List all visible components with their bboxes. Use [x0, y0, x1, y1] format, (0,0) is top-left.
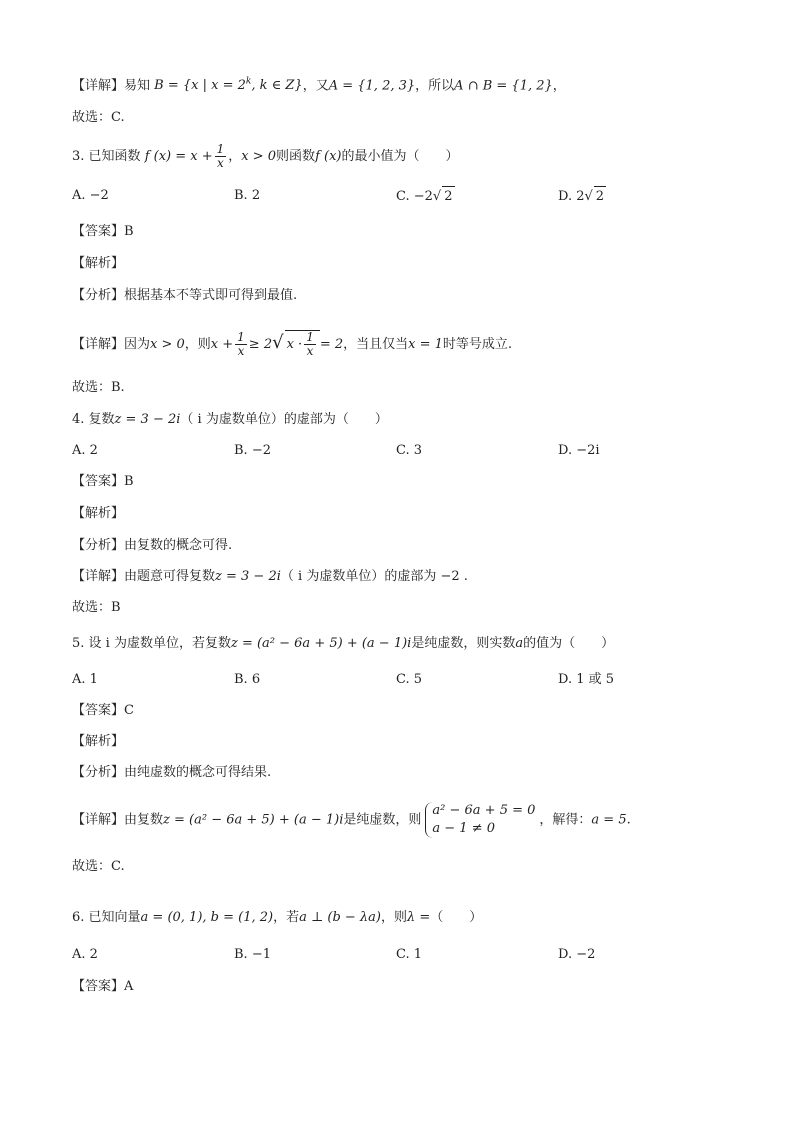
q6-option-a: A. 2 [72, 947, 98, 962]
q6-option-c: C. 1 [396, 947, 423, 962]
q4-option-a: A. 2 [72, 443, 98, 458]
question-5: 5. 设 i 为虚数单位，若复数z = (a² − 6a + 5) + (a − 1)i是纯虚数，则实数a的值为（ ） [72, 636, 615, 651]
question-6: 6. 已知向量a = (0, 1), b = (1, 2)，若a ⊥ (b − λa)，则λ =（ ） [72, 910, 483, 925]
set-a: A = {1, 2, 3} [328, 78, 416, 94]
q5-jiexi: 【解析】 [72, 734, 125, 749]
q6-option-b: B. −1 [234, 947, 271, 962]
q3-option-d: D. 2√ 2 [558, 186, 606, 207]
detail-tag: 【详解】 [72, 78, 125, 94]
q4-jiexi: 【解析】 [72, 506, 125, 521]
equation-system: a² − 6a + 5 = 0 a − 1 ≠ 0 [425, 802, 535, 838]
q4-detail: 【详解】由题意可得复数z = 3 − 2i（ i 为虚数单位）的虚部为 −2 . [72, 569, 468, 584]
intersection: A ∩ B = {1, 2} [454, 78, 553, 94]
choice-line: 故选：C. [72, 110, 125, 125]
q5-analysis: 【分析】由纯虚数的概念可得结果. [72, 765, 272, 780]
q4-analysis: 【分析】由复数的概念可得. [72, 538, 233, 553]
detail-line-set: 【详解】易知 B = {x | $x = 2^k$, k ∈ Z}，又A = {1, 2, 3}，所以A ∩ B = {1, 2}， [72, 77, 566, 94]
q4-option-b: B. −2 [234, 443, 271, 458]
q5-detail: 【详解】由复数z = (a² − 6a + 5) + (a − 1)i是纯虚数，则 a² − 6a + 5 = 0 a − 1 ≠ 0 ，解得：a = 5. [72, 803, 631, 836]
q5-selection: 故选：C. [72, 859, 125, 874]
q3-detail: 【详解】因为x > 0，则x + $\frac{1}{x}$ ≥ 2√ x · $\frac{1}{x}$ = 2，当且仅当x = 1时等号成立. [72, 330, 513, 358]
q3-selection: 故选：B. [72, 380, 125, 395]
q3-answer: 【答案】B [72, 224, 134, 239]
q3-option-b: B. 2 [234, 188, 261, 203]
q5-option-d: D. 1 或 5 [558, 672, 615, 687]
question-4: 4. 复数z = 3 − 2i（ i 为虚数单位）的虚部为（ ） [72, 412, 388, 427]
fraction: $\frac{1}{x}$ [216, 142, 225, 170]
q3-analysis: 【分析】根据基本不等式即可得到最值. [72, 288, 298, 303]
q6-answer: 【答案】A [72, 979, 134, 994]
q5-answer: 【答案】C [72, 703, 134, 718]
q4-option-c: C. 3 [396, 443, 423, 458]
q3-option-c: C. −2√ 2 [396, 186, 455, 207]
q5-option-b: B. 6 [234, 672, 261, 687]
question-3: 3. 已知函数 f (x) = x + $\frac{1}{x}$ ，x > 0则函数f (x)的最小值为（ ） [72, 142, 459, 170]
q3-option-a: A. −2 [72, 188, 109, 203]
q4-selection: 故选：B [72, 600, 121, 615]
q4-option-d: D. −2i [558, 443, 600, 458]
q3-jiexi: 【解析】 [72, 256, 125, 271]
q5-option-a: A. 1 [72, 672, 98, 687]
q4-answer: 【答案】B [72, 474, 134, 489]
set-b: B = {x | $x = 2^k$, k ∈ Z} [154, 77, 303, 94]
q6-option-d: D. −2 [558, 947, 596, 962]
q5-option-c: C. 5 [396, 672, 423, 687]
